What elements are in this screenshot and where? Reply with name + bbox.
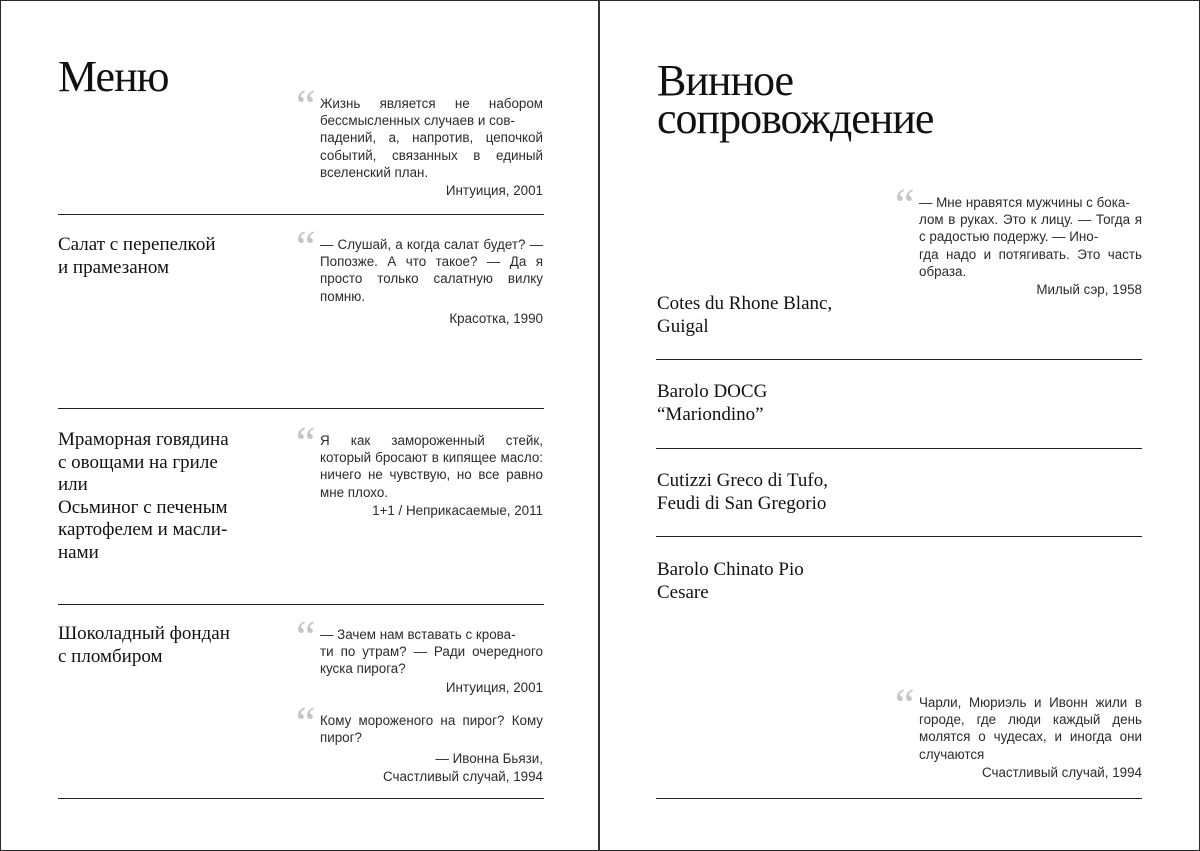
wine-closing-quote <box>895 680 1142 781</box>
divider <box>58 214 544 215</box>
wine-item: Cutizzi Greco di Tufo, Feudi di San Gregorio <box>657 470 828 514</box>
open-quote-icon: “ <box>296 612 316 661</box>
wine-title: Винное сопровождение <box>657 56 934 143</box>
quote-source: Милый сэр, 1958 <box>1036 282 1142 298</box>
open-quote-icon: “ <box>296 418 316 467</box>
open-quote-icon: “ <box>895 180 915 229</box>
quote-source: Красотка, 1990 <box>449 310 543 326</box>
quote-text: — Слушай, а когда салат будет? — Попозже. А что такое? — Да я просто только салатную вилку помню. <box>320 237 543 304</box>
dish-quote <box>296 222 543 327</box>
quote-text: Жизнь является не набором бессмысленных случаев и сов- падений, а, напротив, цепочкой событий, связанных в единый вселенский план. <box>320 96 543 180</box>
dish-quote <box>296 418 543 519</box>
quote-text: Чарли, Мюриэль и Ивонн жили в городе, где люди каждый день молятся о чудесах, и иногда они случаются <box>919 695 1142 762</box>
dish-quote <box>296 612 543 696</box>
quote-text: — Зачем нам вставать с крова- ти по утрам? — Ради очередного куска пирога? <box>320 627 543 677</box>
quote-text: — Мне нравятся мужчины с бока- лом в руках. Это к лицу. — Тогда я с радостью подержу. — Ино- гда надо и потягивать. Это часть образа. <box>919 195 1142 279</box>
divider <box>656 798 1142 799</box>
menu-intro-quote <box>296 81 543 199</box>
open-quote-icon: “ <box>296 81 316 130</box>
dish-quote <box>296 698 543 785</box>
open-quote-icon: “ <box>895 680 915 729</box>
dish-name: Салат с перепелкой и прамезаном <box>58 234 216 278</box>
divider <box>58 798 544 799</box>
quote-source: Интуиция, 2001 <box>445 679 543 695</box>
wine-item: Barolo Chinato Pio Cesare <box>657 559 804 603</box>
open-quote-icon: “ <box>296 698 316 747</box>
page-spine <box>598 0 600 851</box>
menu-title: Меню <box>58 52 169 101</box>
quote-source: — Ивонна Бьязи, Счастливый случай, 1994 <box>382 751 543 784</box>
quote-source: 1+1 / Неприкасаемые, 2011 <box>372 502 543 518</box>
wine-intro-quote <box>895 180 1142 298</box>
wine-item: Barolo DOCG “Mariondino” <box>657 381 768 425</box>
divider <box>656 359 1142 360</box>
quote-text: Я как замороженный стейк, который бросают в кипящее масло: ничего не чувствую, но все равно мне плохо. <box>320 433 543 500</box>
divider <box>58 408 544 409</box>
divider <box>656 536 1142 537</box>
dish-name: Шоколадный фондан с пломбиром <box>58 623 230 667</box>
quote-text: Кому мороженого на пирог? Кому пирог? <box>320 713 543 746</box>
divider <box>58 604 544 605</box>
wine-item: Cotes du Rhone Blanc, Guigal <box>657 293 833 337</box>
quote-source: Счастливый случай, 1994 <box>981 764 1142 780</box>
quote-source: Интуиция, 2001 <box>445 183 543 199</box>
open-quote-icon: “ <box>296 222 316 271</box>
divider <box>656 448 1142 449</box>
dish-name: Мраморная говядина с овощами на гриле или Осьминог с печеным картофелем и масли- нами <box>58 429 229 563</box>
